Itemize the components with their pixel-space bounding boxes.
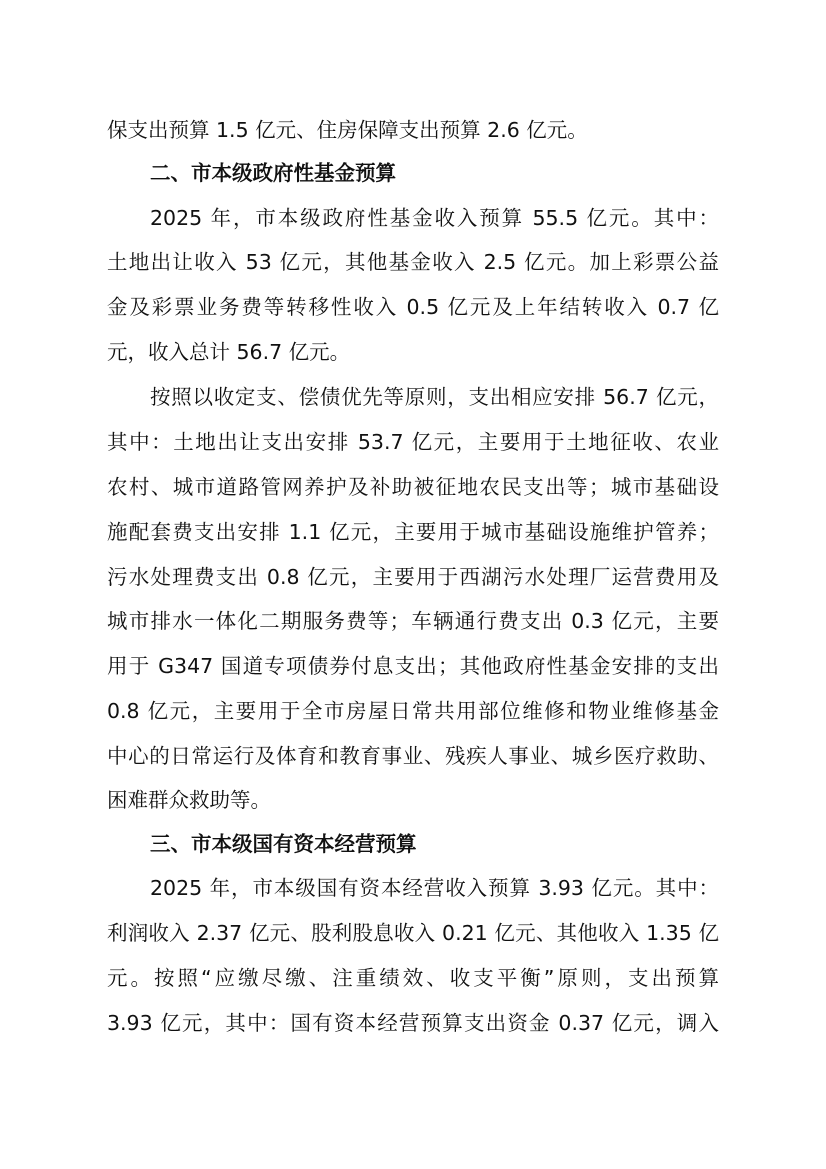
section-2-para-2-line-4: 施配套费支出安排 1.1 亿元，主要用于城市基础设施维护管养； — [107, 520, 719, 544]
section-2-para-2-line-3: 农村、城市道路管网养护及补助被征地农民支出等；城市基础设 — [107, 475, 719, 499]
section-2-para-1-line-2: 土地出让收入 53 亿元，其他基金收入 2.5 亿元。加上彩票公益 — [107, 250, 719, 274]
section-3-para-1-line-2: 利润收入 2.37 亿元、股利股息收入 0.21 亿元、其他收入 1.35 亿 — [107, 921, 719, 945]
section-2-para-2-line-9: 中心的日常运行及体育和教育事业、残疾人事业、城乡医疗救助、 — [107, 744, 719, 768]
section-3-para-1-line-3: 元。按照“应缴尽缴、注重绩效、收支平衡”原则，支出预算 — [107, 966, 719, 990]
section-2-para-2-line-5: 污水处理费支出 0.8 亿元，主要用于西湖污水处理厂运营费用及 — [107, 565, 719, 589]
section-2-para-1-line-4: 元，收入总计 56.7 亿元。 — [107, 340, 351, 364]
section-2-para-2-line-2: 其中：土地出让支出安排 53.7 亿元，主要用于土地征收、农业 — [107, 430, 719, 454]
section-2-para-2-line-8: 0.8 亿元，主要用于全市房屋日常共用部位维修和物业维修基金 — [107, 699, 719, 723]
section-2-heading: 二、市本级政府性基金预算 — [150, 161, 396, 185]
section-2-para-1-line-3: 金及彩票业务费等转移性收入 0.5 亿元及上年结转收入 0.7 亿 — [107, 295, 719, 319]
section-2-para-2-line-6: 城市排水一体化二期服务费等；车辆通行费支出 0.3 亿元，主要 — [107, 609, 719, 633]
section-3-heading: 三、市本级国有资本经营预算 — [150, 832, 417, 856]
section-2-para-2-line-1: 按照以收定支、偿债优先等原则，支出相应安排 56.7 亿元， — [150, 385, 719, 409]
section-2-para-2-line-10: 困难群众救助等。 — [107, 788, 271, 812]
intro-line-1: 保支出预算 1.5 亿元、住房保障支出预算 2.6 亿元。 — [107, 118, 588, 142]
section-2-para-2-line-7: 用于 G347 国道专项债券付息支出；其他政府性基金安排的支出 — [107, 654, 719, 678]
section-2-para-1-line-1: 2025 年，市本级政府性基金收入预算 55.5 亿元。其中： — [150, 206, 719, 230]
section-3-para-1-line-4: 3.93 亿元，其中：国有资本经营预算支出资金 0.37 亿元，调入 — [107, 1011, 719, 1035]
section-3-para-1-line-1: 2025 年，市本级国有资本经营收入预算 3.93 亿元。其中： — [150, 876, 719, 900]
